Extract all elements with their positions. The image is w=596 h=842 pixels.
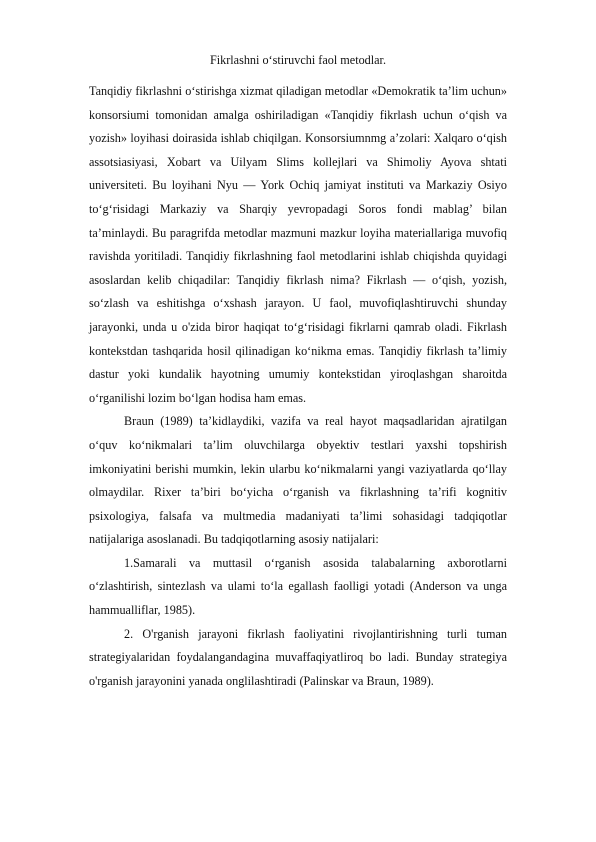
document-page — [89, 52, 507, 693]
paragraph-braun: Braun (1989) ta’kidlaydiki, vazifa va real hayot maqsadlaridan ajratilgan o‘quv ko‘nikmalari ta’lim oluvchilarga obyektiv testlari yaxshi topshirish imkoniyatini berishi mumkin, lekin ularbu ko‘nikmalarni yangi vaziyatlarda qo‘llay olmaydilar. Rixer ta’biri bo‘yicha o‘rganish va fikrlashning ta’rifi kognitiv psixologiya, falsafa va multmedia madaniyati ta’limi sohasidagi tadqiqotlar natijalariga asoslanadi. Bu tadqiqotlarning asosiy natijalari: — [89, 414, 507, 547]
paragraph-result-1: 1.Samarali va muttasil o‘rganish asosida talabalarning axborotlarni o‘zlashtirish, sintezlash va ulami to‘la egallash faolligi yotadi (Anderson va unga hammualliflar, 1985). — [89, 555, 507, 618]
document-title: Fikrlashni o‘stiruvchi faol metodlar. — [209, 53, 386, 67]
paragraph-result-2: 2. O'rganish jarayoni fikrlash faoliyatini rivojlantirishning turli tuman strategiyalaridan foydalangandagina muvaffaqiyatliroq bo ladi. Bunday strategiya o'rganish jarayonini yanada onglilashtiradi (Palinskar va Braun, 1989). — [89, 626, 507, 688]
paragraph-intro: Tanqidiy fikrlashni o‘stirishga xizmat qiladigan metodlar «Demokratik ta’lim uchun» konsorsiumi tomonidan amalga oshiriladigan «Tanqidiy fikrlash uchun o‘qish va yozish» loyihasi doirasida ishlab chiqilgan. Konsorsiumnmg a’zolari: Xalqaro o‘qish assotsiasiyasi, Xobart va Uilyam Slims kollejlari va Shimoliy Ayova shtati universiteti. Bu loyihani Nyu — York Ochiq jamiyat instituti va Markaziy Osiyo to‘g‘risidagi Markaziy va Sharqiy yevropadagi Soros fondi mablag’ bilan ta’minlaydi. Bu paragrifda metodlar mazmuni mazkur loyiha materiallariga muvofiq ravishda yoritiladi. Tanqidiy fikrlashning faol metodlarini ishlab chiqishda quyidagi asoslardan kelib chiqadilar: Tanqidiy fikrlash nima? Fikrlash — o‘qish, yozish, so‘zlash va eshitishga o‘xshash jarayon. U faol, muvofiqlashtiruvchi shunday jarayonki, unda u o'zida biror haqiqat to‘g‘risidagi fikrlarni qamrab oladi. Fikrlash kontekstdan tashqarida hosil qilinadigan ko‘nikma emas. Tanqidiy fikrlash ta’limiy dastur yoki kundalik hayotning umumiy kontekstidan yiroqlashgan sharoitda o‘rganilishi lozim bo‘lgan hodisa ham emas. — [89, 84, 507, 405]
